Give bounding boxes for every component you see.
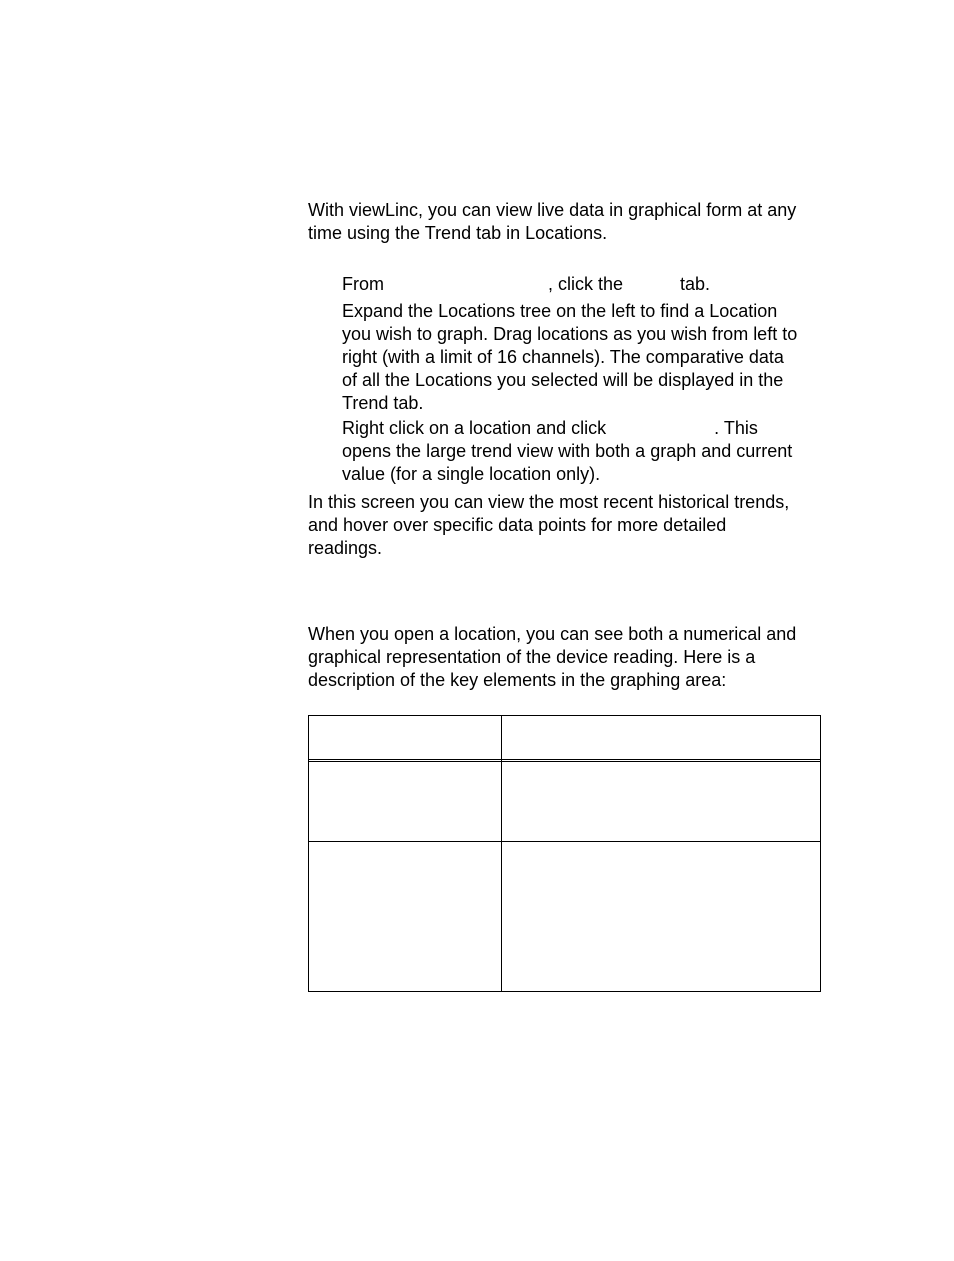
open-location-line-3: description of the key elements in the graphing area: bbox=[308, 670, 727, 690]
intro-line-1: With viewLinc, you can view live data in graphical form at any bbox=[308, 200, 797, 220]
table-cell bbox=[501, 842, 820, 992]
step-2-line-1: Expand the Locations tree on the left to find a Location bbox=[342, 301, 778, 321]
step-3-text-right-click: Right click on a location and click bbox=[342, 418, 607, 438]
step-3-text-this: . This bbox=[714, 418, 758, 438]
step-2-line-4: of all the Locations you selected will be displayed in the bbox=[342, 370, 784, 390]
step-1-text-click: , click the bbox=[548, 274, 624, 294]
table-cell bbox=[309, 842, 502, 992]
table-row bbox=[309, 762, 821, 842]
step-3-line-1 bbox=[342, 417, 828, 440]
graph-elements-table bbox=[308, 715, 821, 992]
step-1 bbox=[342, 273, 828, 296]
open-location-line-2: graphical representation of the device reading. Here is a bbox=[308, 647, 756, 667]
open-location-line-1: When you open a location, you can see both a numerical and bbox=[308, 624, 797, 644]
table-cell bbox=[501, 762, 820, 842]
step-2-line-3: right (with a limit of 16 channels). The comparative data bbox=[342, 347, 784, 367]
table-header-cell bbox=[501, 716, 820, 760]
open-location-paragraph bbox=[308, 623, 828, 692]
table-cell bbox=[309, 762, 502, 842]
step-3-line-2: opens the large trend view with both a graph and current bbox=[342, 441, 793, 461]
step-2-line-2: you wish to graph. Drag locations as you wish from left to bbox=[342, 324, 798, 344]
step-2-line-5: Trend tab. bbox=[342, 393, 424, 413]
history-paragraph bbox=[308, 491, 828, 560]
table-header-row bbox=[309, 716, 821, 760]
table-row bbox=[309, 842, 821, 992]
intro-line-2: time using the Trend tab in Locations. bbox=[308, 223, 608, 243]
history-line-1: In this screen you can view the most recent historical trends, bbox=[308, 492, 790, 512]
history-line-3: readings. bbox=[308, 538, 383, 558]
step-3-line-3: value (for a single location only). bbox=[342, 464, 601, 484]
step-2 bbox=[342, 300, 828, 415]
table-header-cell bbox=[309, 716, 502, 760]
step-3 bbox=[342, 417, 828, 486]
step-1-text-from: From bbox=[342, 274, 384, 294]
step-1-text-tab: tab. bbox=[680, 274, 711, 294]
history-line-2: and hover over specific data points for more detailed bbox=[308, 515, 727, 535]
intro-paragraph bbox=[308, 199, 828, 245]
